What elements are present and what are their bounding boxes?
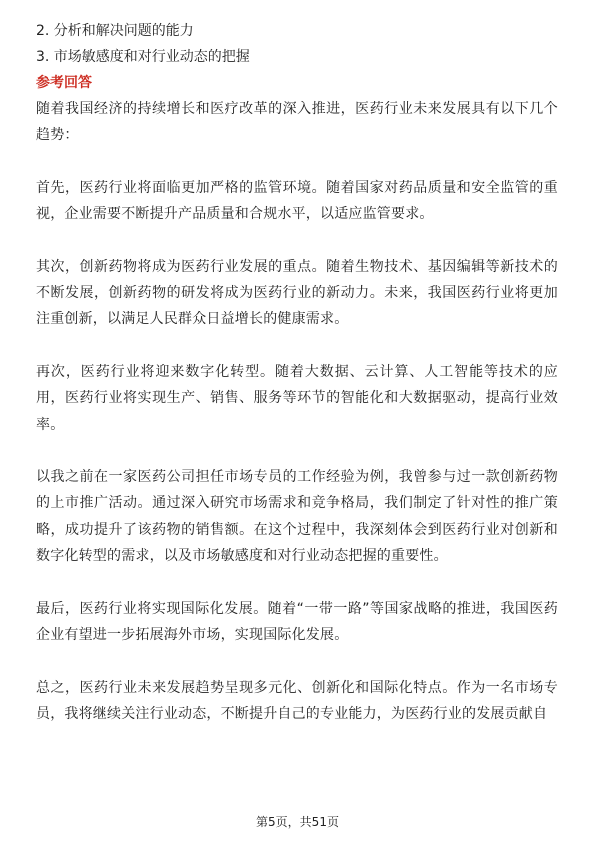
page-number: 第5页，共51页 [256, 815, 339, 829]
paragraph-summary: 总之，医药行业未来发展趋势呈现多元化、创新化和国际化特点。作为一名市场专员，我将继续关注行业动态，不断提升自己的专业能力，为医药行业的发展贡献自 [36, 679, 558, 722]
paragraph-digital: 再次，医药行业将迎来数字化转型。随着大数据、云计算、人工智能等技术的应用，医药行业将实现生产、销售、服务等环节的智能化和大数据驱动，提高行业效率。 [36, 363, 558, 433]
list-item-market-sensitivity: 3. 市场敏感度和对行业动态的把握 [36, 49, 250, 65]
paragraph-regulation: 首先，医药行业将面临更加严格的监管环境。随着国家对药品质量和安全监管的重视，企业需要不断提升产品质量和合规水平，以适应监管要求。 [36, 179, 558, 223]
paragraph-innovation: 其次，创新药物将成为医药行业发展的重点。随着生物技术、基因编辑等新技术的不断发展，创新药物的研发将成为医药行业的新动力。未来，我国医药行业将更加注重创新，以满足人民群众日益增长的健康需求。 [36, 258, 558, 328]
paragraph-international: 最后，医药行业将实现国际化发展。随着“一带一路”等国家战略的推进，我国医药企业有望进一步拓展海外市场，实现国际化发展。 [36, 600, 558, 644]
paragraph-experience: 以我之前在一家医药公司担任市场专员的工作经验为例，我曾参与过一款创新药物的上市推广活动。通过深入研究市场需求和竞争格局，我们制定了针对性的推广策略，成功提升了该药物的销售额。在这个过程中，我深刻体会到医药行业对创新和数字化转型的需求，以及市场敏感度和对行业动态把握的重要性。 [36, 469, 558, 565]
paragraph-intro: 随着我国经济的持续增长和医疗改革的深入推进，医药行业未来发展具有以下几个趋势： [36, 101, 558, 144]
answer-heading: 参考回答 [36, 75, 92, 91]
list-item-analysis: 2. 分析和解决问题的能力 [36, 23, 194, 39]
page-content [36, 18, 558, 727]
